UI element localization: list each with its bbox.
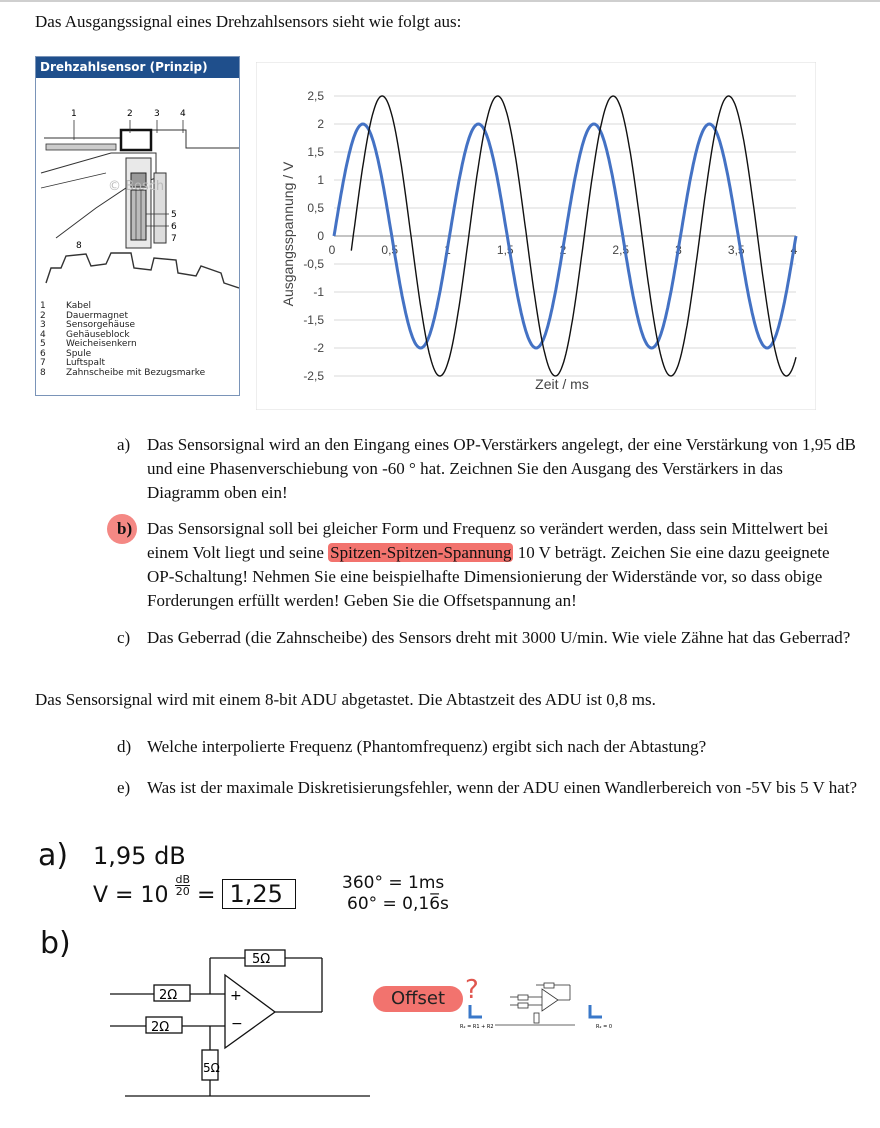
legend-item: 8 Zahnscheibe mit Bezugsmarke [40,367,206,378]
question-a-text: Das Sensorsignal wird an den Eingang eines OP-Verstärkers angelegt, der eine Verstärkung von 1,95 dB und eine Phasenverschiebung von -60 ° hat. Zeichnen Sie den Ausgang des Verstärkers in das Diagramm oben ein! [147,435,856,502]
callout-5: 5 [171,210,177,220]
y-tick-label: 2,5 [307,89,324,103]
adu-statement: Das Sensorsignal wird mit einem 8-bit ADU abgetastet. Die Abtastzeit des ADU ist 0,8 ms. [35,690,656,709]
question-mark: ? [465,975,479,1005]
sensor-diagram-panel [35,56,240,396]
voltage-chart [256,62,816,410]
chart-x-axis-label: Zeit / ms [535,376,589,392]
op-minus: − [231,1016,243,1032]
callout-2: 2 [127,109,133,119]
question-c-text: Das Geberrad (die Zahnscheibe) des Sensors dreht mit 3000 U/min. Wie viele Zähne hat das Geberrad? [147,628,851,647]
hand-phase-line1: 360° = 1ms [342,873,445,893]
y-tick-label: 0,5 [307,201,324,215]
x-tick-label: 3,5 [727,243,745,257]
y-tick-label: -2 [313,341,324,355]
y-tick-label: 1,5 [307,145,324,159]
x-tick-label: 3 [675,243,682,257]
legend-item: 7 Luftspalt [40,358,106,368]
legend-item: 3 Sensorgehäuse [40,320,136,330]
sensor-diagram-title: Drehzahlsensor (Prinzip) [36,57,239,78]
hand-a-label: a) [38,838,69,873]
y-tick-label: 0 [317,229,324,243]
mini-circuit [460,975,640,1035]
offset-bubble: Offset [373,986,463,1012]
watermark: © Bosch [108,179,165,194]
legend-item: 2 Dauermagnet [40,310,128,321]
highlight-spitzen-spannung: Spitzen-Spitzen-Spannung [330,543,512,562]
mini-formula-left: R₂ = R1 + R2 [460,1024,494,1030]
y-tick-label: -1 [313,285,324,299]
r-in1: 2Ω [159,988,178,1003]
callout-4: 4 [180,109,186,119]
intro-text: Das Ausgangssignal eines Drehzahlsensors sieht wie folgt aus: [35,12,462,31]
question-b-text: Das Sensorsignal soll bei gleicher Form und Frequenz so verändert werden, dass sein Mittelwert bei einem Volt liegt und seine Spitzen-Spitzen-Spannung 10 V beträgt. Zeichen Sie eine dazu geeignete OP-Schaltung! Nehmen Sie eine beispielhafte Dimensionierung der Widerstände vor, so dass obige Forderungen erfüllt werden! Geben Sie die Offsetspannung an! [147,519,830,610]
sensor-legend [40,302,205,378]
r-top: 5Ω [252,952,271,967]
chart-y-axis-label: Ausgangsspannung / V [280,161,296,307]
x-tick-label: 1 [444,243,451,257]
top-rule [0,0,880,2]
question-e-text: Was ist der maximale Diskretisierungsfehler, wenn der ADU einen Wandlerbereich von -5V bis 5 V hat? [147,778,858,797]
exp-den: 20 [175,885,190,898]
mini-formula-right: R₂ = 0 [596,1024,613,1030]
x-tick-label: 4 [790,243,798,257]
legend-item: 1 Kabel [40,301,92,311]
y-tick-label: 2 [317,117,324,131]
callout-6: 6 [171,222,177,232]
y-tick-label: -2,5 [303,369,324,383]
r-bottom: 5Ω [203,1061,220,1075]
question-c-label: c) [117,628,131,647]
hand-b-label: b) [40,926,71,961]
x-tick-label: 0 [328,243,336,257]
legend-item: 4 Gehäuseblock [40,329,130,340]
callout-7: 7 [171,234,177,244]
x-tick-label: 2 [559,243,567,257]
y-tick-label: -0,5 [303,257,324,271]
hand-a-formula: V = 10 $\frac{dB}{20}$ = 1,25 [93,880,296,908]
x-tick-label: 2,5 [612,243,630,257]
legend-item: 5 Weicheisenkern [40,339,137,349]
legend-item: 6 Spule [40,348,92,359]
callout-8: 8 [76,241,82,251]
y-tick-label: 1 [317,173,324,187]
question-e-label: e) [117,778,131,797]
question-b-label: b) [117,519,133,538]
hand-phase-line2: 60° = 0,16̅s [347,894,449,914]
circuit-sketch [110,930,410,1110]
question-d-label: d) [117,737,132,756]
hand-a-line1: 1,95 dB [93,842,186,870]
y-tick-label: -1,5 [303,313,324,327]
question-d-text: Welche interpolierte Frequenz (Phantomfrequenz) ergibt sich nach der Abtastung? [147,737,707,756]
question-a-label: a) [117,435,131,454]
r-in2: 2Ω [151,1020,170,1035]
x-tick-label: 1,5 [496,243,514,257]
callout-3: 3 [154,109,160,119]
op-plus: + [230,988,242,1004]
exp-num: dB [175,873,190,886]
hand-a-result: 1,25 [222,879,295,909]
sensor-drawing [36,78,239,308]
x-tick-label: 0,5 [381,243,399,257]
callout-1: 1 [71,109,77,119]
